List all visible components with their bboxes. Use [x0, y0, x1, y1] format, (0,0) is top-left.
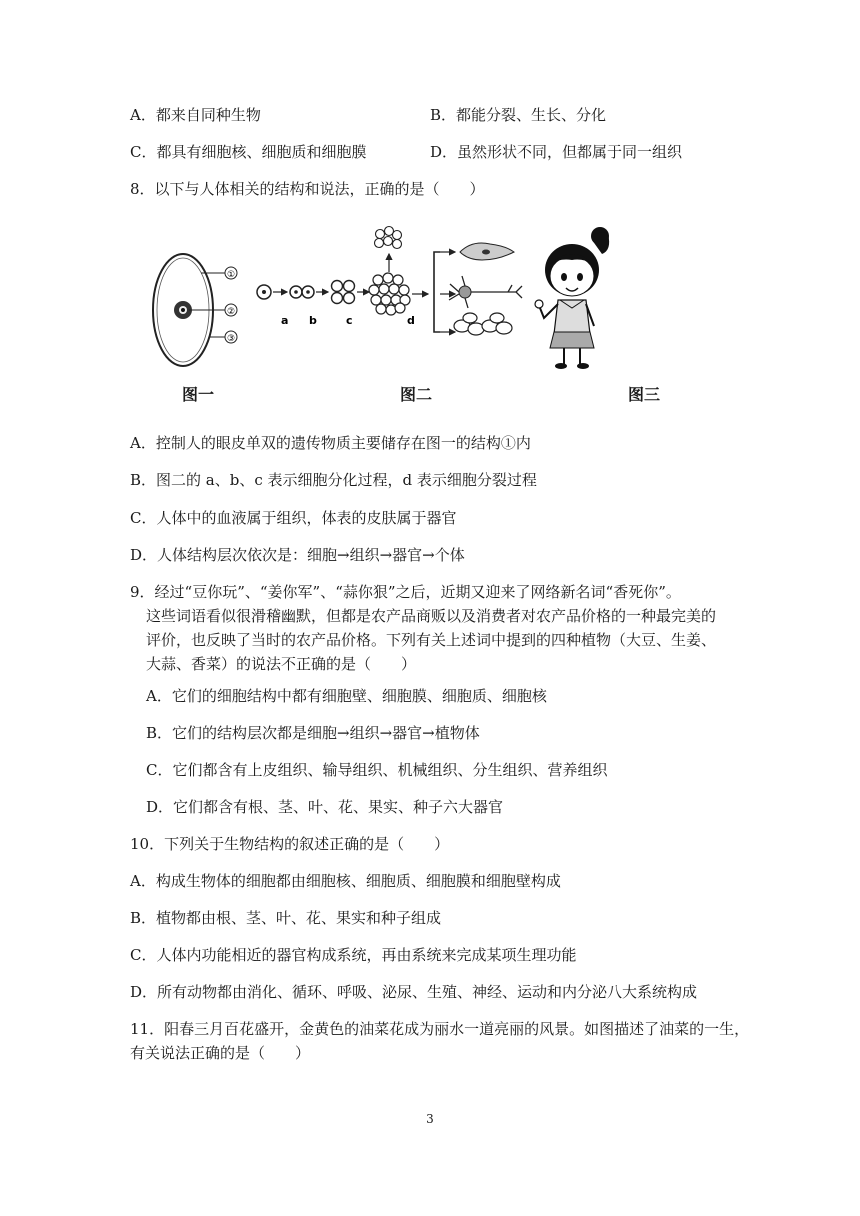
figure-2-cell-process-diagram — [250, 222, 530, 352]
fig2-label-c: c — [346, 314, 353, 327]
q8-stem: 8．以下与人体相关的结构和说法，正确的是（ ） — [130, 180, 485, 198]
q8-option-a: A．控制人的眼皮单双的遗传物质主要储存在图一的结构①内 — [130, 434, 531, 452]
q9-stem-line-1: 9．经过“豆你玩”、“姜你军”、“蒜你狠”之后，近期又迎来了网络新名词“香死你”。 — [130, 583, 681, 601]
q9-option-a: A．它们的细胞结构中都有细胞壁、细胞膜、细胞质、细胞核 — [146, 687, 547, 705]
fig2-label-d: d — [407, 314, 415, 327]
fig1-label-3: ③ — [226, 334, 236, 344]
q7-option-c: C．都具有细胞核、细胞质和细胞膜 — [130, 143, 367, 161]
q9-stem-line-2: 这些词语看似很滑稽幽默，但都是农产品商贩以及消费者对农产品价格的一种最完美的 — [146, 607, 717, 625]
q11-stem-line-1: 11．阳春三月百花盛开，金黄色的油菜花成为丽水一道亮丽的风景。如图描述了油菜的一生， — [130, 1020, 750, 1038]
fig2-label-b: b — [309, 314, 317, 327]
q9-option-b: B．它们的结构层次都是细胞→组织→器官→植物体 — [146, 724, 480, 742]
q9-stem-line-4: 大蒜、香菜）的说法不正确的是（ ） — [146, 655, 417, 673]
q9-stem-line-3: 评价，也反映了当时的农产品价格。下列有关上述词中提到的四种植物（大豆、生姜、 — [146, 631, 717, 649]
figure-2-caption: 图二 — [400, 385, 433, 404]
figure-1-cell-diagram — [145, 250, 245, 375]
q9-option-c: C．它们都含有上皮组织、输导组织、机械组织、分生组织、营养组织 — [146, 761, 608, 779]
q10-option-c: C．人体内功能相近的器官构成系统，再由系统来完成某项生理功能 — [130, 946, 577, 964]
q10-option-d: D．所有动物都由消化、循环、呼吸、泌尿、生殖、神经、运动和内分泌八大系统构成 — [130, 983, 698, 1001]
q9-option-d: D．它们都含有根、茎、叶、花、果实、种子六大器官 — [146, 798, 504, 816]
fig1-label-2: ② — [226, 307, 236, 317]
q11-stem-line-2: 有关说法正确的是（ ） — [130, 1044, 311, 1062]
q10-option-b: B．植物都由根、茎、叶、花、果实和种子组成 — [130, 909, 442, 927]
q7-option-d: D．虽然形状不同，但都属于同一组织 — [430, 143, 683, 161]
fig2-label-a: a — [281, 314, 289, 327]
q8-option-c: C．人体中的血液属于组织，体表的皮肤属于器官 — [130, 509, 457, 527]
figure-1-caption: 图一 — [182, 385, 215, 404]
page-number: 3 — [426, 1112, 434, 1126]
q7-option-a: A．都来自同种生物 — [130, 106, 261, 124]
q7-option-b: B．都能分裂、生长、分化 — [430, 106, 607, 124]
q8-option-b: B．图二的 a、b、c 表示细胞分化过程，d 表示细胞分裂过程 — [130, 471, 537, 489]
figure-3-girl-illustration — [530, 222, 630, 372]
q10-option-a: A．构成生物体的细胞都由细胞核、细胞质、细胞膜和细胞壁构成 — [130, 872, 561, 890]
q10-stem: 10．下列关于生物结构的叙述正确的是（ ） — [130, 835, 450, 853]
figure-3-caption: 图三 — [628, 385, 661, 404]
fig1-label-1: ① — [226, 270, 236, 280]
q8-option-d: D．人体结构层次依次是：细胞→组织→器官→个体 — [130, 546, 465, 564]
